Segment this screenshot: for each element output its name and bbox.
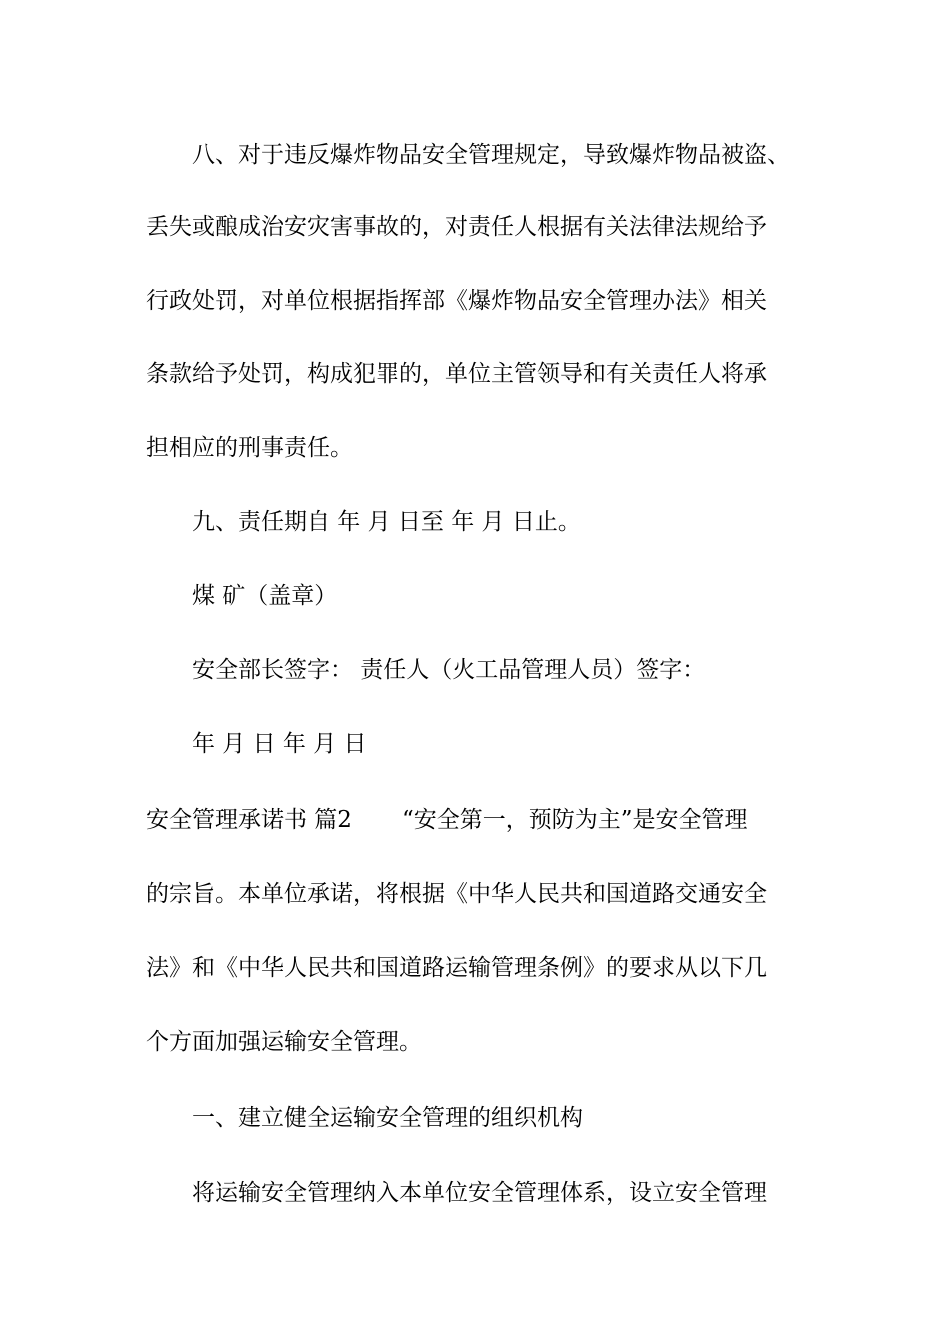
- mine-seal-line: 煤 矿（盖章）: [192, 583, 338, 609]
- item-1-body: 将运输安全管理纳入本单位安全管理体系，设立安全管理: [192, 1180, 767, 1206]
- part2-intro-first: “安全第一，预防为主”是安全管理: [401, 807, 748, 833]
- paragraph-8-line-2: 丢失或酿成治安灾害事故的，对责任人根据有关法律法规给予: [146, 214, 767, 240]
- part2-intro-line-3: 法》和《中华人民共和国道路运输管理条例》的要求从以下几: [146, 955, 767, 981]
- date-line: 年 月 日 年 月 日: [192, 731, 367, 757]
- signature-line: 安全部长签字： 责任人（火工品管理人员）签字：: [192, 657, 706, 683]
- item-1-title: 一、建立健全运输安全管理的组织机构: [192, 1105, 583, 1131]
- paragraph-8-line-5: 担相应的刑事责任。: [146, 435, 353, 461]
- paragraph-9: 九、责任期自 年 月 日至 年 月 日止。: [192, 509, 581, 535]
- paragraph-8-line-4: 条款给予处罚，构成犯罪的，单位主管领导和有关责任人将承: [146, 361, 767, 387]
- part2-heading: 安全管理承诺书 篇2: [146, 807, 352, 833]
- part2-intro-line-4: 个方面加强运输安全管理。: [146, 1029, 422, 1055]
- part2-intro-line-2: 的宗旨。本单位承诺，将根据《中华人民共和国道路交通安全: [146, 881, 767, 907]
- paragraph-8-line-1: 八、对于违反爆炸物品安全管理规定，导致爆炸物品被盗、: [192, 142, 790, 168]
- part2-heading-line: [146, 805, 826, 835]
- paragraph-8-line-3: 行政处罚，对单位根据指挥部《爆炸物品安全管理办法》相关: [146, 288, 767, 314]
